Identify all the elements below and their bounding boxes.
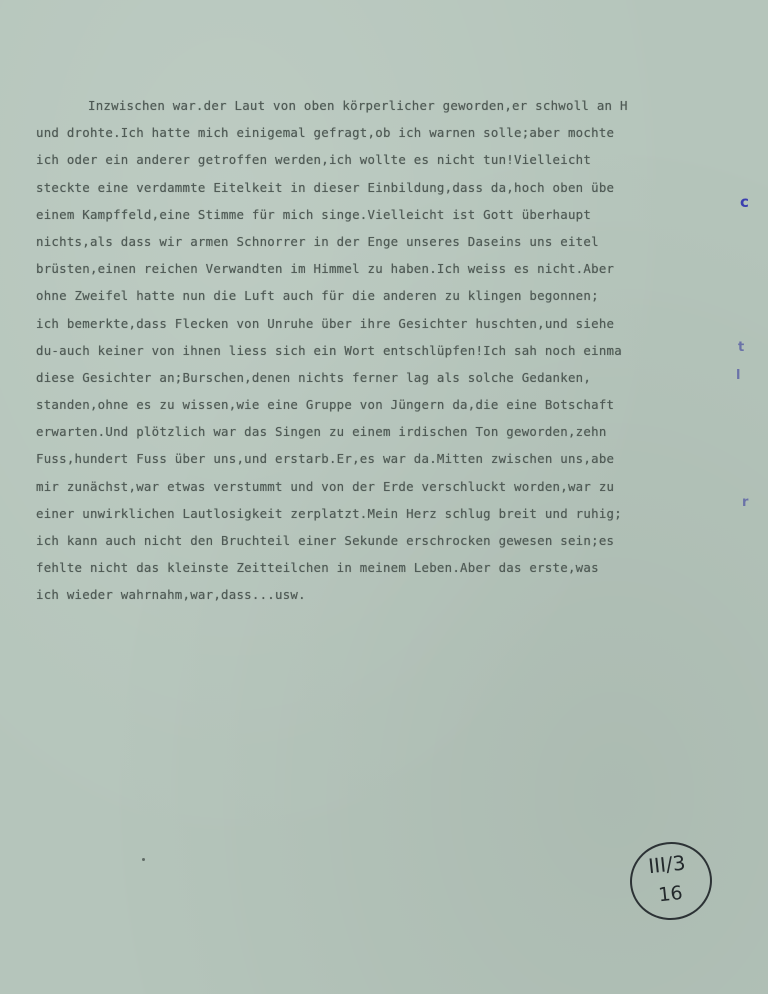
text-line-1: Inzwischen war.der Laut von oben körperlicher geworden,er schwoll an H xyxy=(88,98,628,113)
text-line-7: brüsten,einen reichen Verwandten im Himmel zu haben.Ich weiss es nicht.Aber xyxy=(36,261,615,277)
text-line-13: erwarten.Und plötzlich war das Singen zu einem irdischen Ton geworden,zehn xyxy=(36,424,607,440)
text-line-15: mir zunächst,war etwas verstummt und von der Erde verschluckt worden,war zu xyxy=(36,478,615,494)
text-line-3: ich oder ein anderer getroffen werden,ich wollte es nicht tun!Vielleicht xyxy=(36,152,592,168)
text-line-19: ich wieder wahrnahm,war,dass...usw. xyxy=(36,587,306,603)
ink-dot xyxy=(142,858,145,861)
text-line-9: ich bemerkte,dass Flecken von Unruhe über ihre Gesichter huschten,und siehe xyxy=(36,315,615,331)
text-line-4: steckte eine verdammte Eitelkeit in dieser Einbildung,dass da,hoch oben übe xyxy=(36,179,615,195)
margin-correction-mark: t xyxy=(738,340,745,355)
stamp-page-number: 16 xyxy=(657,881,684,907)
text-line-18: fehlte nicht das kleinste Zeitteilchen in meinem Leben.Aber das erste,was xyxy=(36,560,599,576)
text-line-6: nichts,als dass wir armen Schnorrer in der Enge unseres Daseins uns eitel xyxy=(36,233,599,249)
text-line-12: standen,ohne es zu wissen,wie eine Gruppe von Jüngern da,die eine Botschaft xyxy=(36,397,615,413)
stamp-folio: III/3 xyxy=(647,850,687,879)
text-line-10: du-auch keiner von ihnen liess sich ein Wort entschlüpfen!Ich sah noch einma xyxy=(36,342,622,358)
text-line-11: diese Gesichter an;Burschen,denen nichts ferner lag als solche Gedanken, xyxy=(36,369,592,385)
typewritten-text xyxy=(36,92,760,609)
margin-correction-mark: l xyxy=(736,368,741,383)
text-line-2: und drohte.Ich hatte mich einigemal gefragt,ob ich warnen solle;aber mochte xyxy=(36,125,615,141)
text-line-16: einer unwirklichen Lautlosigkeit zerplatzt.Mein Herz schlug breit und ruhig; xyxy=(36,505,622,521)
text-line-17: ich kann auch nicht den Bruchteil einer Sekunde erschrocken gewesen sein;es xyxy=(36,533,615,548)
text-line-14: Fuss,hundert Fuss über uns,und erstarb.Er,es war da.Mitten zwischen uns,abe xyxy=(36,451,615,467)
text-line-5: einem Kampffeld,eine Stimme für mich singe.Vielleicht ist Gott überhaupt xyxy=(36,206,592,222)
margin-correction-mark: r xyxy=(742,495,749,510)
archive-stamp xyxy=(626,838,716,924)
margin-correction-mark: c xyxy=(740,193,749,211)
text-line-8: ohne Zweifel hatte nun die Luft auch für die anderen zu klingen begonnen; xyxy=(36,288,599,304)
